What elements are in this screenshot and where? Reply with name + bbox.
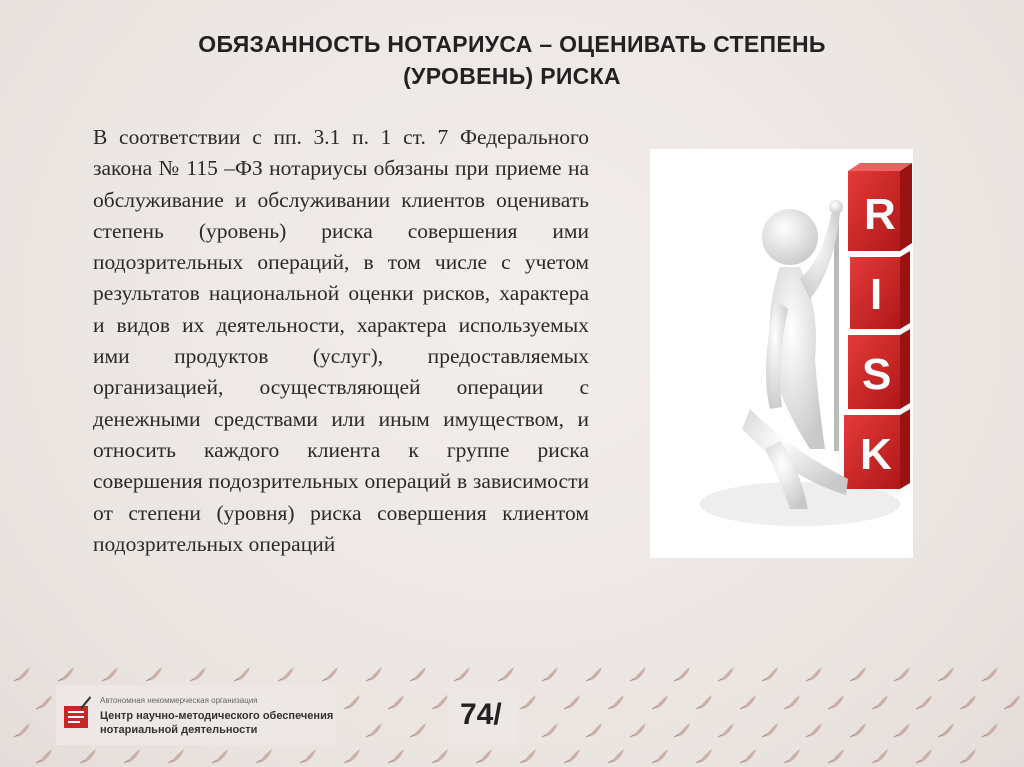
- risk-letter-k: K: [860, 430, 892, 479]
- title-line-1: ОБЯЗАННОСТЬ НОТАРИУСА – ОЦЕНИВАТЬ СТЕПЕНЬ: [198, 31, 826, 57]
- organization-logo: [62, 692, 332, 740]
- slide-title: [90, 28, 934, 92]
- body-paragraph: В соответствии с пп. 3.1 п. 1 ст. 7 Федерального закона № 115 –ФЗ нотариусы обязаны при приеме на обслуживание и обслуживании клиентов оценивать степень (уровень) риска совершения ими подозрительных операций, в том числе с учетом результатов национальной оценки рисков, характера и видов их деятельности, характера используемых ими продуктов (услуг), предоставляемых организацией, осуществляющей операции с денежными средствами или иным имуществом, и относить каждого клиента к группе риска совершения подозрительных операций в зависимости от степени (уровня) риска совершения клиентом подозрительных операций: [93, 125, 589, 556]
- notary-emblem-icon: [62, 696, 92, 730]
- risk-letter-r: R: [864, 190, 896, 239]
- risk-illustration: [650, 149, 913, 558]
- white-figure: [742, 200, 848, 509]
- risk-letter-s: S: [862, 350, 892, 399]
- page-number: 74/: [460, 698, 502, 731]
- title-line-2: (УРОВЕНЬ) РИСКА: [403, 63, 621, 89]
- logo-line-2: нотариальной деятельности: [100, 724, 258, 736]
- logo-line-1: Центр научно-методического обеспечения: [100, 710, 334, 722]
- risk-letter-i: I: [870, 270, 883, 319]
- logo-org-type: Автономная некоммерческая организация: [100, 696, 258, 705]
